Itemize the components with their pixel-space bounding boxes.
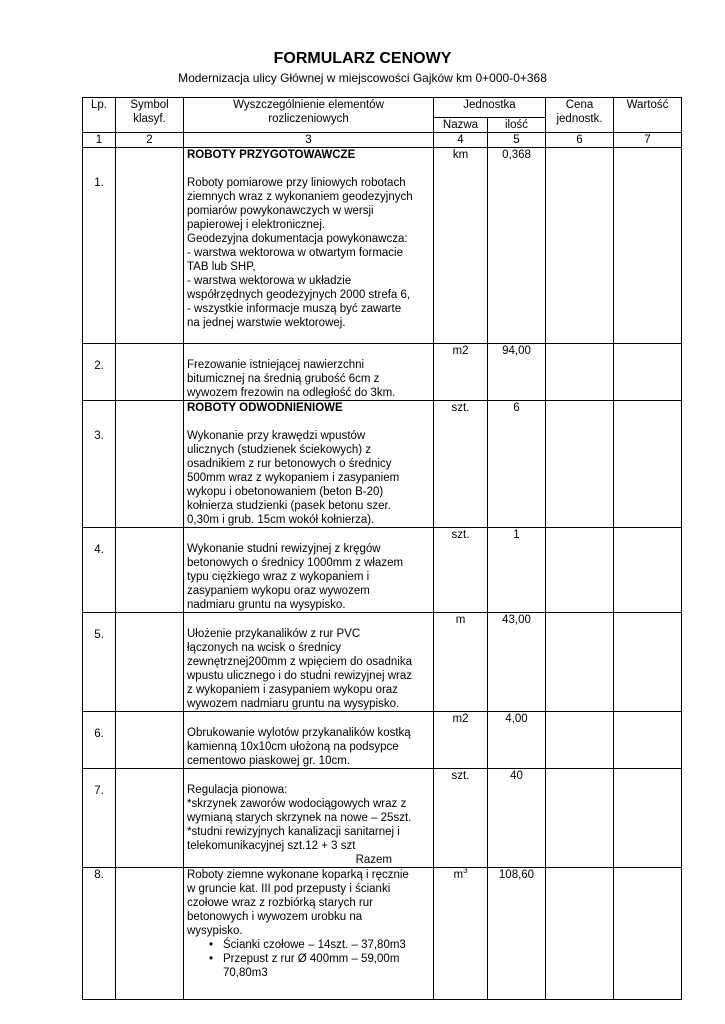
- header-symbol: Symbol klasyf.: [116, 98, 184, 133]
- item-description: Roboty ziemne wykonane koparką i ręcznie w gruncie kat. III pod przepusty i ścianki czołowe wraz z rozbiórką starych rur betonowych i wywozem urobku na wysypisko.: [187, 869, 409, 937]
- table-row: [83, 613, 682, 712]
- symbol-cell: [116, 868, 184, 1000]
- column-number: 7: [614, 133, 682, 148]
- unit-qty-cell: 4,00: [488, 712, 546, 769]
- item-description: Ułożenie przykanalików z rur PVC łączonych na wcisk o średnicy zewnętrznej200mm z wpięciem do osadnika wpustu ulicznego i do studni rewizyjnej wraz z wykopaniem i zasypaniem wykopu oraz wywozem nadmiaru gruntu na wysypisko.: [187, 628, 412, 710]
- unit-name-cell: szt.: [434, 401, 488, 528]
- item-description: Roboty pomiarowe przy liniowych robotach ziemnych wraz z wykonaniem geodezyjnych pomiarów powykonawczych w wersji papierowej i elektronicznej. Geodezyjna dokumentacja powykonawcza: - warstwa wektorowa w otwartym formacie TAB lub SHP, - warstwa wektorowa w układzie współrzędnych geodezyjnych 2000 strefa 6, - wszystkie informacje muszą być zawarte na jednej warstwie wektorowej.: [187, 177, 413, 329]
- description-cell: [184, 712, 434, 769]
- row-number: 7.: [83, 769, 116, 868]
- unit-price-cell: [546, 868, 614, 1000]
- row-number: 6.: [83, 712, 116, 769]
- column-number: 2: [116, 133, 184, 148]
- form-subtitle: Modernizacja ulicy Głównej w miejscowości Gajków km 0+000-0+368: [178, 71, 547, 85]
- value-cell: [614, 712, 682, 769]
- unit-name-cell: [434, 868, 488, 1000]
- item-description: Wykonanie przy krawędzi wpustów ulicznych (studzienek ściekowych) z osadnikiem z rur betonowych o średnicy 500mm wraz z wykopaniem i zasypaniem wykopu i obetonowaniem (beton B-20) kołnierza studzienki (pasek betonu szer. 0,30m i grub. 15cm wokół kołnierza).: [187, 430, 400, 526]
- unit-price-cell: [546, 148, 614, 344]
- symbol-cell: [116, 528, 184, 613]
- item-description: Wykonanie studni rewizyjnej z kręgów betonowych o średnicy 1000mm z włazem typu ciężkiego wraz z wykopaniem i zasypaniem wykopu oraz wywozem nadmiaru gruntu na wysypisko.: [187, 543, 404, 611]
- value-cell: [614, 148, 682, 344]
- unit-qty-cell: 6: [488, 401, 546, 528]
- symbol-cell: [116, 613, 184, 712]
- unit-qty-cell: 0,368: [488, 148, 546, 344]
- column-number: 4: [434, 133, 488, 148]
- value-cell: [614, 868, 682, 1000]
- description-cell: [184, 528, 434, 613]
- header-unit-group: Jednostka: [434, 98, 546, 118]
- symbol-cell: [116, 401, 184, 528]
- item-description: Regulacja pionowa: *skrzynek zaworów wodociągowych wraz z wymianą starych skrzynek na nowe – 25szt. *studni rewizyjnych kanalizacji sanitarnej i telekomunikacyjnej szt.12 + 3 szt: [187, 784, 412, 852]
- header-lp: Lp.: [83, 98, 116, 133]
- table-row: [83, 769, 682, 868]
- unit-price-cell: [546, 344, 614, 401]
- unit-superscript: 3: [463, 866, 468, 876]
- row-number: 1.: [83, 148, 116, 344]
- value-cell: [614, 401, 682, 528]
- row-number: 3.: [83, 401, 116, 528]
- table-row: [83, 344, 682, 401]
- description-cell: [184, 401, 434, 528]
- unit-name-cell: m2: [434, 344, 488, 401]
- table-row: [83, 148, 682, 344]
- row-number: 2.: [83, 344, 116, 401]
- unit-qty-cell: 40: [488, 769, 546, 868]
- unit-qty-cell: 94,00: [488, 344, 546, 401]
- unit-name-text: m: [453, 869, 464, 881]
- description-cell: [184, 148, 434, 344]
- symbol-cell: [116, 148, 184, 344]
- item-description: Obrukowanie wylotów przykanalików kostką kamienną 10x10cm ułożoną na podsypce cementowo piaskowej gr. 10cm.: [187, 727, 411, 767]
- unit-price-cell: [546, 613, 614, 712]
- razem-label: Razem: [355, 854, 392, 866]
- header-price: Cena jednostk.: [546, 98, 614, 133]
- price-table: [82, 97, 682, 1000]
- column-number: 5: [488, 133, 546, 148]
- value-cell: [614, 528, 682, 613]
- unit-name-cell: szt.: [434, 769, 488, 868]
- unit-qty-cell: 1: [488, 528, 546, 613]
- unit-name-cell: szt.: [434, 528, 488, 613]
- table-row: [83, 712, 682, 769]
- unit-price-cell: [546, 712, 614, 769]
- description-cell: [184, 868, 434, 1000]
- form-title: FORMULARZ CENOWY: [273, 50, 452, 67]
- unit-name-cell: m2: [434, 712, 488, 769]
- value-cell: [614, 344, 682, 401]
- item-description: Frezowanie istniejącej nawierzchni bitumicznej na średnią grubość 6cm z wywozem frezowin na odległość do 3km.: [187, 359, 396, 399]
- unit-qty-cell: 43,00: [488, 613, 546, 712]
- unit-name-cell: m: [434, 613, 488, 712]
- header-unit-qty: ilość: [488, 118, 546, 133]
- unit-qty-cell: 108,60: [488, 868, 546, 1000]
- row-number: 4.: [83, 528, 116, 613]
- unit-price-cell: [546, 528, 614, 613]
- bullet-list: [187, 938, 430, 980]
- unit-price-cell: [546, 769, 614, 868]
- unit-name-cell: km: [434, 148, 488, 344]
- table-row: [83, 528, 682, 613]
- row-number: 8.: [83, 868, 116, 1000]
- description-cell: [184, 344, 434, 401]
- column-number: 6: [546, 133, 614, 148]
- section-heading: ROBOTY ODWODNIENIOWE: [187, 402, 343, 414]
- description-cell: [184, 769, 434, 868]
- table-row: [83, 401, 682, 528]
- column-number: 3: [184, 133, 434, 148]
- header-description: Wyszczególnienie elementów rozliczeniowych: [184, 98, 434, 133]
- row-number: 5.: [83, 613, 116, 712]
- symbol-cell: [116, 712, 184, 769]
- value-cell: [614, 769, 682, 868]
- symbol-cell: [116, 344, 184, 401]
- list-item: • Ścianki czołowe – 14szt. – 37,80m3: [209, 938, 430, 952]
- header-value: Wartość: [614, 98, 682, 133]
- header-unit-name: Nazwa: [434, 118, 488, 133]
- list-item: • Przepust z rur Ø 400mm – 59,00m 70,80m3: [209, 952, 430, 980]
- column-number: 1: [83, 133, 116, 148]
- section-heading: ROBOTY PRZYGOTOWAWCZE: [187, 149, 356, 161]
- value-cell: [614, 613, 682, 712]
- description-cell: [184, 613, 434, 712]
- symbol-cell: [116, 769, 184, 868]
- unit-price-cell: [546, 401, 614, 528]
- table-row: [83, 868, 682, 1000]
